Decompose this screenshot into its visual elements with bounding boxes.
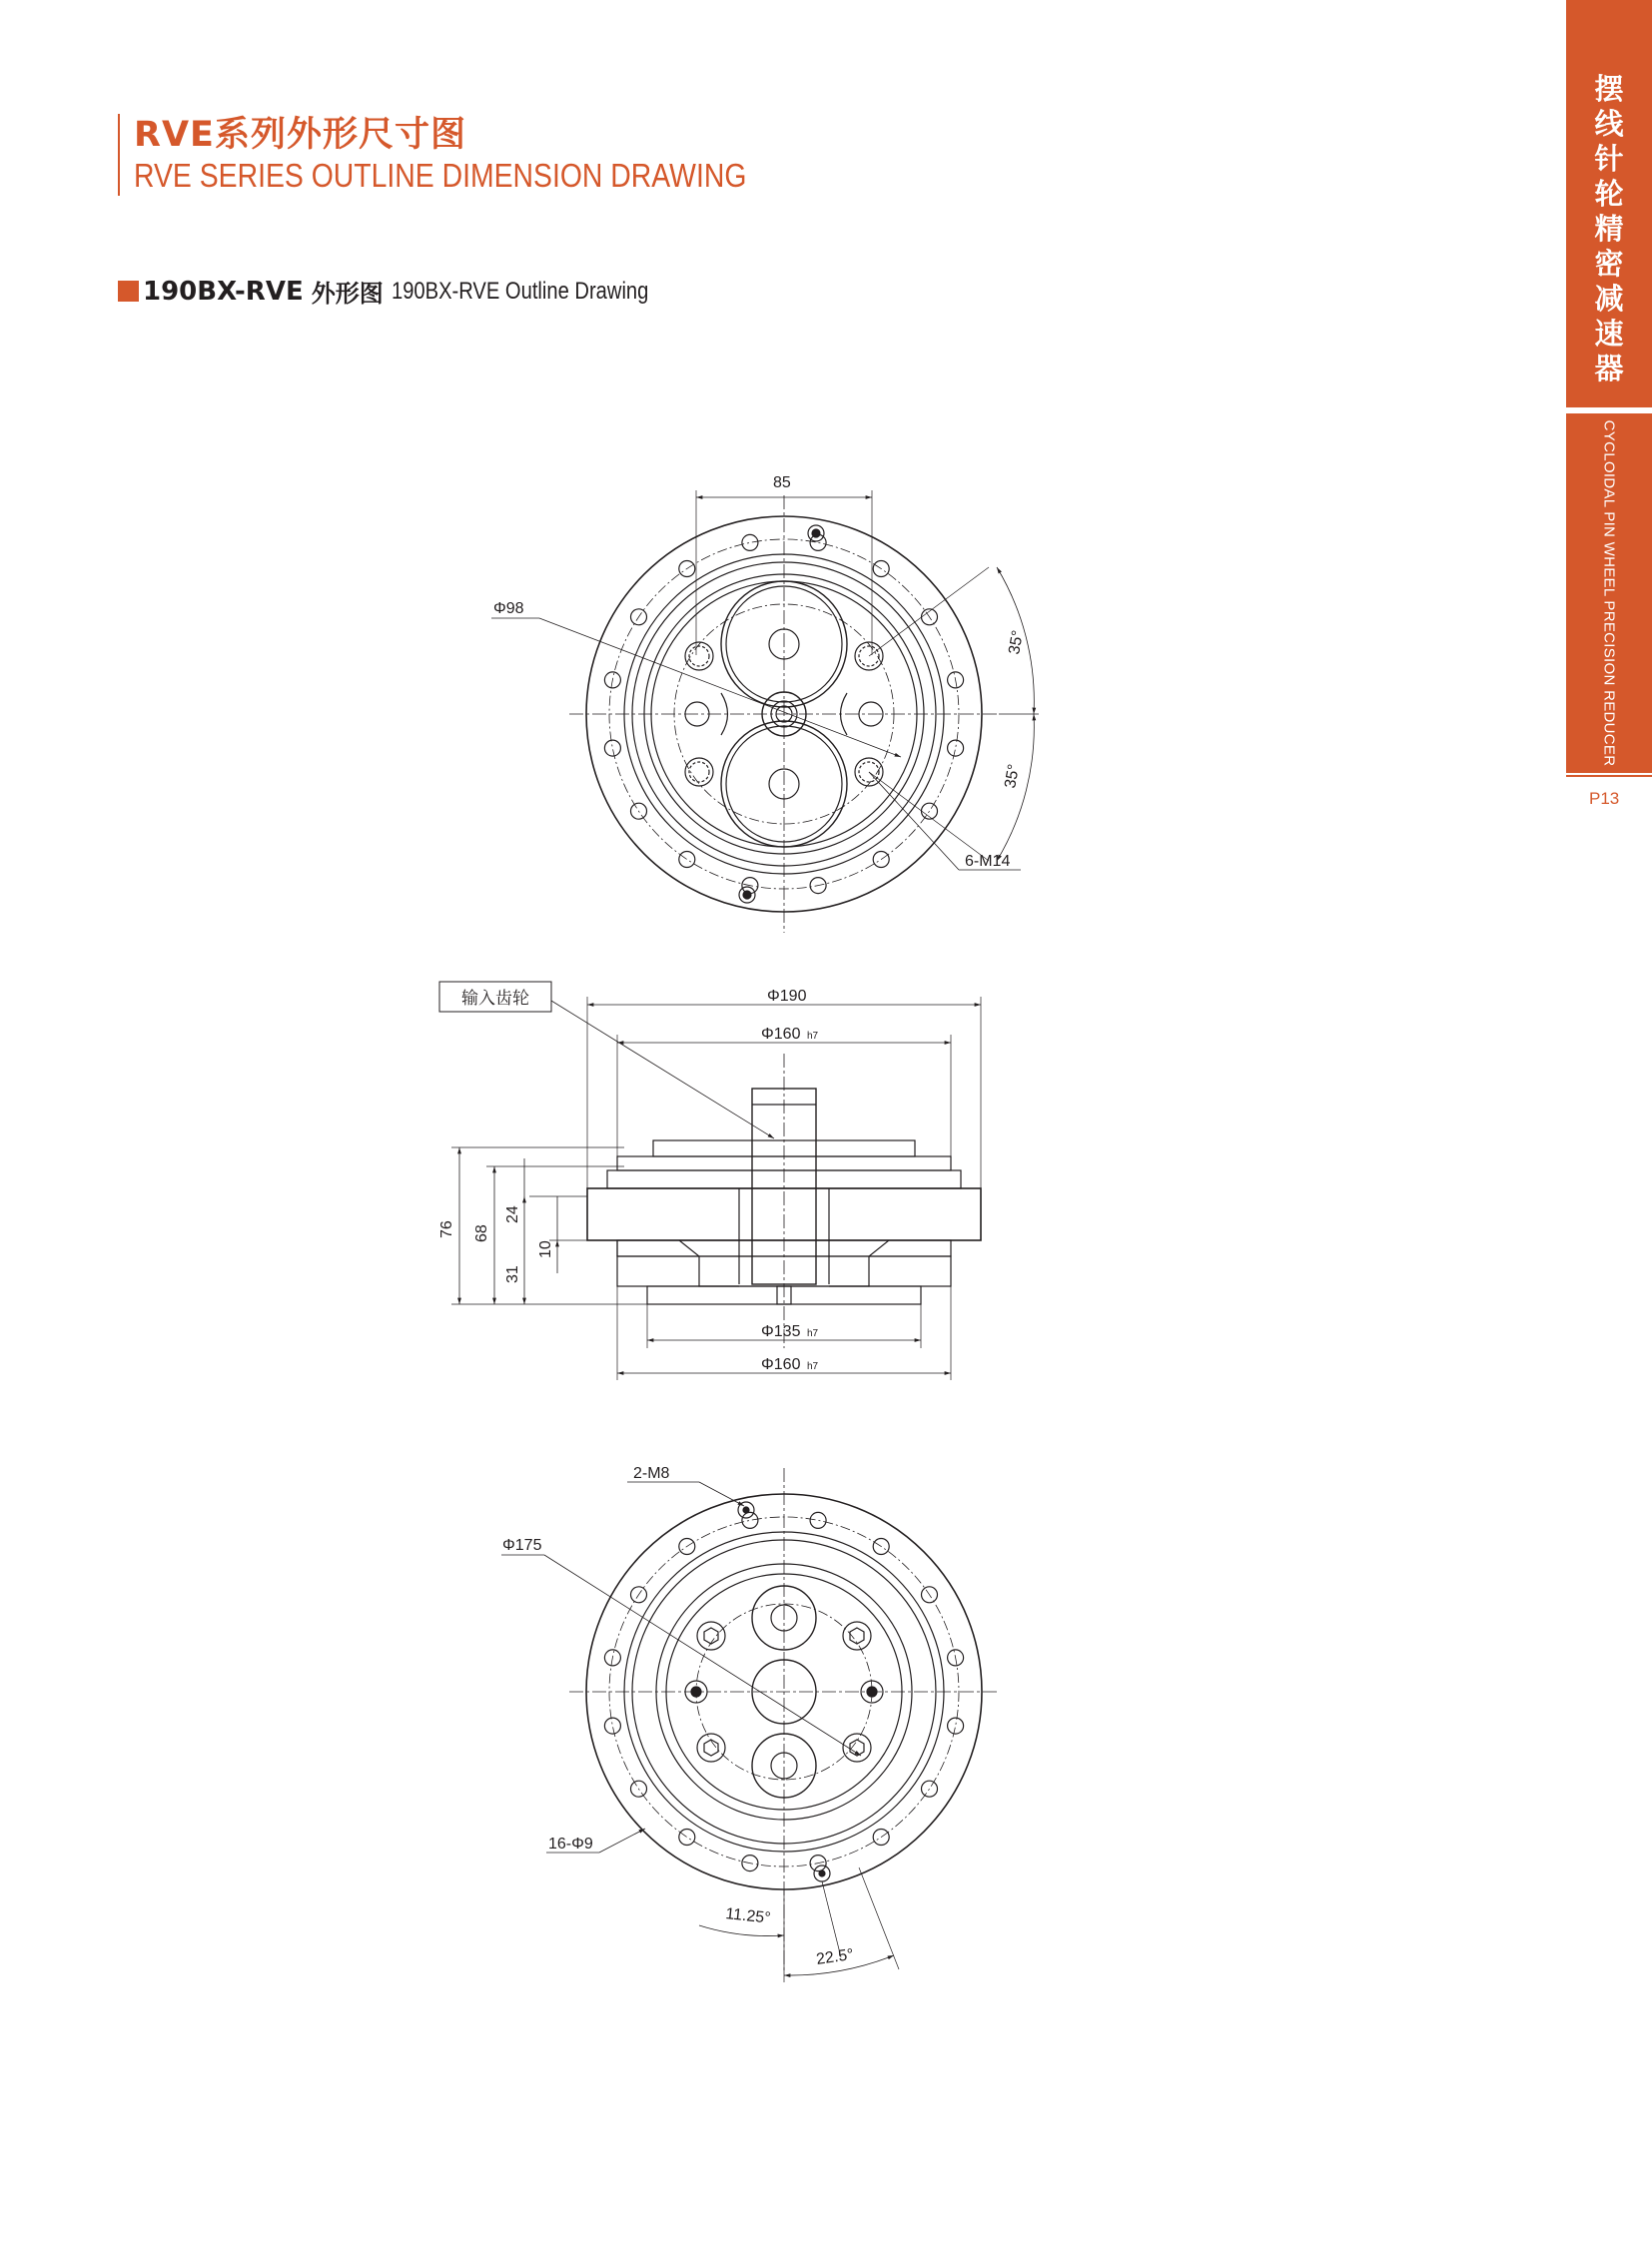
dim-24: 24	[504, 1205, 521, 1223]
flange-hole	[810, 1512, 826, 1528]
dim-85: 85	[773, 474, 791, 491]
label-6-m14: 6-M14	[965, 853, 1011, 870]
side-char: 精	[1594, 212, 1624, 246]
side-view	[439, 982, 981, 1380]
dim-phi98: Φ98	[493, 600, 524, 617]
label-16-phi9: 16-Φ9	[548, 1836, 593, 1853]
side-char: 速	[1594, 317, 1624, 351]
dim-68: 68	[473, 1224, 490, 1242]
title-cn: RVE系列外形尺寸图	[134, 115, 466, 155]
side-char: 针	[1594, 142, 1624, 176]
angle-11-25: 11.25°	[724, 1905, 772, 1927]
flange-hole	[742, 534, 758, 550]
subtitle-cn: 外形图	[311, 280, 384, 308]
angle-22-5: 22.5°	[815, 1945, 855, 1968]
flange-hole	[948, 740, 964, 756]
dim-phi160-bottom: Φ160	[761, 1356, 801, 1373]
subtitle-en: 190BX-RVE Outline Drawing	[391, 277, 649, 305]
side-char: 线	[1594, 107, 1624, 141]
page-number: P13	[1589, 789, 1620, 808]
flange-hole	[679, 852, 695, 868]
dim-phi175: Φ175	[502, 1537, 542, 1554]
dim-10: 10	[537, 1240, 554, 1258]
dim-31: 31	[504, 1265, 521, 1283]
tol-h7-bottom: h7	[807, 1361, 819, 1372]
bottom-view	[501, 1468, 999, 1982]
label-2-m8: 2-M8	[633, 1465, 670, 1482]
tol-h7-top: h7	[807, 1031, 819, 1042]
side-char: 摆	[1594, 72, 1624, 106]
dim-phi160-top: Φ160	[761, 1026, 801, 1043]
callout-input-gear: 输入齿轮	[461, 989, 529, 1009]
top-view	[491, 490, 1039, 933]
tol-h7-135: h7	[807, 1328, 819, 1339]
flange-hole	[604, 740, 620, 756]
side-char: 轮	[1594, 177, 1624, 211]
subtitle-model: 190BX-RVE	[143, 276, 304, 307]
dim-phi190: Φ190	[767, 988, 807, 1005]
flange-hole	[742, 1512, 758, 1528]
side-char: 减	[1594, 282, 1624, 316]
side-char: 密	[1594, 247, 1624, 281]
side-tab-en-text: CYCLOIDAL PIN WHEEL PRECISION REDUCER	[1600, 419, 1618, 767]
dim-76: 76	[438, 1220, 455, 1238]
flange-hole	[679, 1830, 695, 1846]
flange-hole	[948, 1718, 964, 1734]
angle-35-lower: 35°	[1002, 762, 1024, 790]
side-char: 器	[1594, 352, 1624, 385]
angle-35-upper: 35°	[1006, 628, 1028, 656]
dim-phi135: Φ135	[761, 1323, 801, 1340]
flange-hole	[604, 1718, 620, 1734]
title-en: RVE SERIES OUTLINE DIMENSION DRAWING	[134, 157, 747, 194]
